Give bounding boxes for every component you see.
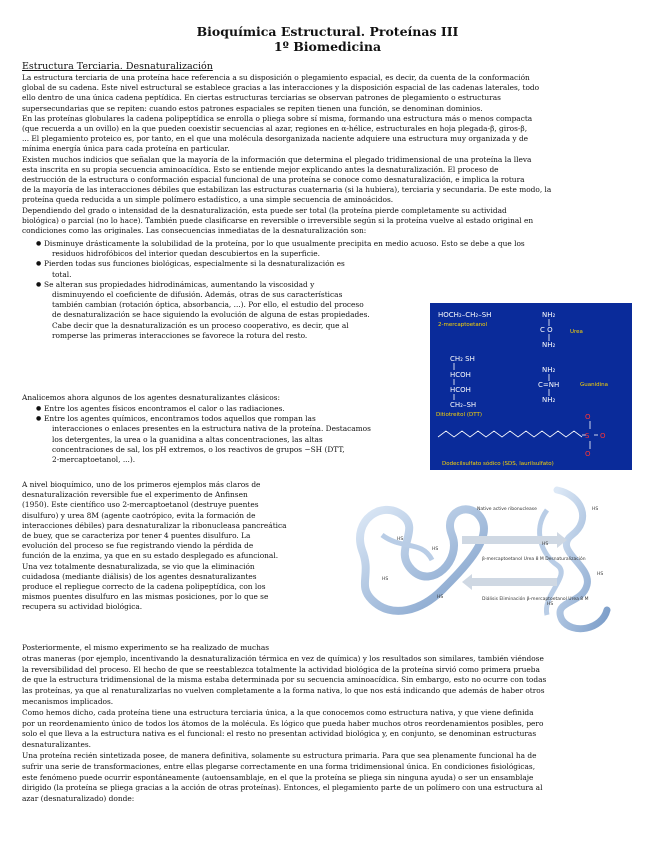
mercaptoethanol-label: 2-mercaptoetanol [438, 322, 488, 328]
intro-line: mínima energía única para cada proteína en particular. [22, 144, 230, 154]
closing-line: dirigido (la proteína se pliega gracias a la acción de otras proteínas). Entonces, el plegamiento parte de un polímero con una estructura al [22, 783, 543, 793]
closing-line: este fenómeno puede ocurrir espontáneamente (autoensamblaje, en el que la proteína se pliega sin ninguna ayuda) o ser un ensamblaje [22, 772, 534, 782]
urea-nh2-top: NH₂ [542, 311, 556, 319]
svg-text:O: O [585, 450, 591, 458]
closing-line: mecanismos implicados. [22, 697, 114, 706]
dtt-group-1: CH₂ SH [450, 355, 475, 363]
closing-line: las proteínas, ya que al renaturalizarlas no vuelven completamente a la forma nativa, lo que nos está indicando que además de haber otros [22, 686, 545, 696]
sh-label-6: HS [542, 542, 549, 547]
dtt-group-4: CH₂–SH [450, 401, 477, 409]
urea-nh2-bottom: NH₂ [542, 341, 556, 349]
sh-label-7: HS [597, 572, 604, 577]
intro-line: global de su cadena. Este nivel estructural se establece gracias a las interacciones y la disposición espacial de las cadenas laterales, todo [22, 83, 540, 93]
intro-line: biológica) o parcial (no lo hace). También puede clasificarse en reversible o irreversible según si la proteína vuelve al estado original en [22, 215, 534, 225]
intro-line: (que recuerda a un ovillo) en la que pueden coexistir secuencias al azar, regiones en α-hélice, estructurales en hoja plegada-β, giros-β, [22, 124, 528, 133]
page-subtitle: 1º Biomedicina [273, 39, 382, 54]
agent-continuation: 2-mercaptoetanol, ...). [52, 455, 136, 464]
closing-line: la reversibilidad del proceso. El hecho de que se reestablezca totalmente la actividad biológica de la proteína sirvió como primera prueba [22, 664, 540, 674]
anfinsen-line: interacciones débiles) para desnaturalizar la ribonucleasa pancreática [22, 520, 287, 530]
sh-label-4: HS [437, 595, 444, 600]
anfinsen-line: A nivel bioquímico, uno de los primeros ejemplos más claros de [22, 480, 261, 489]
anfinsen-line: recupera su actividad biológica. [22, 602, 143, 612]
ribonuclease-figure [342, 480, 632, 640]
anfinsen-line: produce el repliegue correcto de la cadena polipeptídica, con los [22, 582, 266, 591]
intro-line: Existen muchos indicios que señalan que la mayoría de la información que determina el plegado tridimensional de una proteína la lleva [22, 154, 532, 164]
dtt-group-3: HCOH [450, 386, 471, 394]
intro-line: proteína queda reducida a un simple polímero estadístico, a una simple secuencia de aminoácidos. [22, 195, 394, 205]
svg-text:S: S [585, 432, 590, 440]
closing-line: azar (desnaturalizado) donde: [22, 794, 135, 804]
guanidine-label: Guanidina [580, 382, 609, 388]
urea-label: Urea [570, 329, 583, 335]
closing-line: Una proteína recién sintetizada posee, de manera definitiva, solamente su estructura primaria. Para que sea plenamente funcional ha de [22, 751, 537, 760]
closing-line: Posteriormente, el mismo experimento se ha realizado de muchas [22, 643, 270, 652]
bullet-continuation: de desnaturalización se hace siguiendo la evolución de alguna de estas propiedades. [52, 310, 370, 320]
bullet-continuation: también cambian (rotación óptica, absorbancia, ...). Por ello, el estudio del proceso [52, 300, 364, 310]
bullet-continuation: total. [52, 269, 72, 279]
sh-label-5: HS [592, 507, 599, 512]
sh-label-1: HS [397, 537, 404, 542]
sh-label-3: HS [382, 577, 389, 582]
closing-line: otras maneras (por ejemplo, incentivando la desnaturalización térmica en vez de química) y los resultados son similares, también viéndose [22, 653, 544, 663]
closing-line: de que la estructura tridimensional de la misma estaba determinada por su secuencia aminoacídica. Sin embargo, esto no ocurre con todas [22, 675, 547, 685]
intro-line: ... El plegamiento proteico es, por tanto, en el que una molécula desorganizada naciente adquiere una estructura muy organizada y de [22, 134, 529, 144]
closing-line: desnaturalizantes. [22, 740, 92, 750]
bullet-item: ● Pierden todas sus funciones biológicas, especialmente si la desnaturalización es [44, 259, 345, 269]
intro-line: condiciones como las originales. Las consecuencias inmediatas de la desnaturalización son: [22, 226, 367, 235]
closing-line: solo el que lleva a la estructura nativa es el funcional: el resto no presentan actividad biológica y, en conjunto, se denominan estructuras [22, 729, 537, 739]
agent-item: ● Entre los agentes físicos encontramos el calor o las radiaciones. [44, 404, 285, 414]
anfinsen-line: de buey, que se caracteriza por tener 4 puentes disulfuro. La [22, 531, 251, 540]
intro-line: Dependiendo del grado o intensidad de la desnaturalización, esta puede ser total (la proteína pierde completamente su actividad [22, 205, 507, 215]
native-ribbon [360, 509, 484, 611]
sh-label-8: HS [547, 602, 554, 607]
guan-nh2-top: NH₂ [542, 366, 556, 374]
bullet-item: ● Disminuye drásticamente la solubilidad de la proteína, por lo que usualmente precipita en medio acuoso. Esto se debe a que los [44, 239, 525, 249]
anfinsen-line: función de la enzima, ya que en su estado desplegado es afuncional. [22, 551, 279, 561]
closing-line: Como hemos dicho, cada proteína tiene una estructura terciaria única, a la que conocemos como estructura nativa, y que viene definida [22, 707, 534, 717]
anfinsen-line: evolución del proceso se fue registrando viendo la pérdida de [22, 541, 254, 551]
bullet-continuation: disminuyendo el coeficiente de difusión. Además, otras de sus características [52, 290, 343, 299]
bullet-continuation: romperse las primeras interacciones se favorece la rotura del resto. [52, 330, 308, 340]
intro-line: supersecundarias que se repiten: cuando estos patrones espaciales se repiten tienen una función, se denominan dominios. [22, 103, 483, 113]
dtt-label: Ditiotreitol (DTT) [436, 412, 482, 418]
urea-c: C O [540, 326, 553, 334]
guan-c: C=NH [538, 381, 560, 389]
bullet-continuation: Cabe decir que la desnaturalización es un proceso cooperativo, es decir, que al [52, 320, 349, 330]
dialysis-label: Diálisis Eliminación β-mercaptoetanol Urea 8 M [482, 597, 589, 602]
svg-text:O: O [600, 432, 606, 440]
svg-text:O: O [585, 413, 591, 421]
closing-line: por un reordenamiento único de todos los átomos de la molécula. Es lógico que pueda haber muchos otros reordenamientos posibles, pero [22, 718, 544, 728]
anfinsen-line: mismos puentes disulfuro en las mismas posiciones, por lo que se [22, 592, 269, 602]
intro-line: esta inscrita en su propia secuencia aminoacídica. Esto se entiende mejor explicando antes la desnaturalización. El proceso de [22, 164, 499, 174]
anfinsen-line: Una vez totalmente desnaturalizada, se vio que la eliminación [22, 561, 255, 571]
native-label: Native active ribonuclease [477, 507, 537, 512]
agent-continuation: interacciones o enlaces presentes en la estructura nativa de la proteína. Destacamos [52, 424, 371, 434]
agent-item: ● Entre los agentes químicos, encontramos todos aquellos que rompan las [44, 414, 316, 424]
agent-continuation: los detergentes, la urea o la guanidina a altas concentraciones, las altas [52, 434, 323, 444]
closing-line: sufrir una serie de transformaciones, entre ellas plegarse correctamente en una forma tridimensional única. En condiciones fisiológicas, [22, 761, 536, 771]
analysis-line: Analicemos ahora algunos de los agentes desnaturalizantes clásicos: [22, 393, 280, 402]
intro-line: La estructura terciaria de una proteína hace referencia a su disposición o plegamiento espacial, es decir, da cuenta de la conformación [22, 73, 530, 82]
intro-line: En las proteínas globulares la cadena polipeptídica se enrolla o pliega sobre sí misma, formando una estructura más o menos compacta [22, 113, 533, 123]
mercaptoethanol-formula: HOCH₂–CH₂–SH [438, 311, 492, 319]
sh-label-2: HS [432, 547, 439, 552]
section-heading: Estructura Terciaria. Desnaturalización [22, 61, 213, 72]
agent-continuation: concentraciones de sal, los pH extremos, o los reactivos de grupos −SH (DTT, [52, 444, 345, 454]
bullet-item: ● Se alteran sus propiedades hidrodinámicas, aumentando la viscosidad y [44, 280, 314, 290]
dtt-group-2: HCOH [450, 371, 471, 379]
anfinsen-line: cuidadosa (mediante diálisis) de los agentes desnaturalizantes [22, 571, 257, 581]
guan-nh2-bottom: NH₂ [542, 396, 556, 404]
page-title: Bioquímica Estructural. Proteínas III [196, 24, 459, 39]
intro-line: de la mayoría de las interacciones débiles que estabilizan las estructuras cuaternaria (si la hubiera), terciaria y secundaria. De este modo, la [22, 185, 552, 195]
anfinsen-line: disulfuro) y urea 8M (agente caotrópico, evita la formación de [22, 510, 256, 520]
anfinsen-line: desnaturalización reversible fue el experimento de Anfinsen [22, 490, 248, 500]
intro-line: destrucción de la estructura o conformación espacial funcional de una proteína se conoce como desnaturalización, e implica la rotura [22, 175, 525, 184]
bullet-continuation: residuos hidrofóbicos del interior quedan descubiertos en la superficie. [52, 249, 320, 259]
anfinsen-line: (1950). Este científico uso 2-mercaptoetanol (destruye puentes [22, 500, 259, 510]
intro-line: ello dentro de una única cadena peptídica. En ciertas estructuras terciarias se observan patrones de plegamiento o estructuras [22, 93, 501, 103]
denaturing-agents-figure [430, 303, 632, 470]
denaturation-label: β-mercaptoetanol Urea 8 M Desnaturalización [482, 557, 586, 562]
sds-label: Dodecilsulfato sódico (SDS, laurilsulfato) [442, 461, 554, 467]
